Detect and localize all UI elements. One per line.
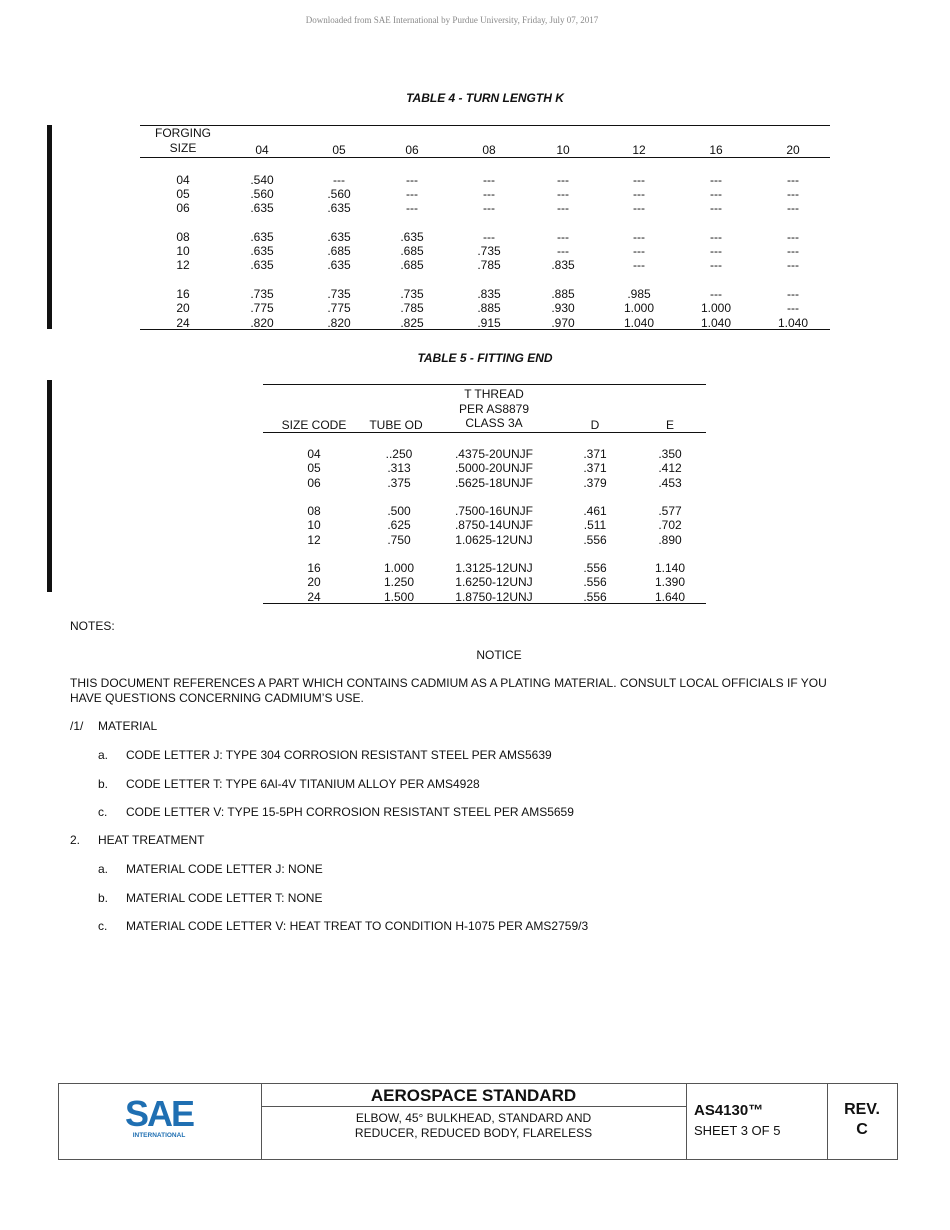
note-sub-letter: c. [98, 919, 108, 933]
table5-cell-od: 1.000 [383, 561, 415, 575]
table4-cell: 1.040 [700, 316, 732, 330]
table4-cell: --- [633, 230, 645, 244]
table4-cell: --- [406, 173, 418, 187]
table4-row-size: 20 [176, 301, 190, 315]
table4-cell: 1.000 [623, 301, 655, 315]
notice-title: NOTICE [476, 648, 522, 662]
note-sub-text: CODE LETTER V: TYPE 15-5PH CORROSION RESISTANT STEEL PER AMS5659 [126, 805, 574, 819]
table5-top-rule [263, 384, 706, 385]
table5-header-thread-3: CLASS 3A [465, 416, 523, 430]
table5-cell-thread: 1.8750-12UNJ [455, 590, 533, 604]
sae-logo [119, 1093, 199, 1142]
table5-cell-d: .379 [583, 476, 607, 490]
table5-cell-od: .375 [387, 476, 411, 490]
table5-cell-d: .511 [583, 518, 607, 532]
table5-cell-e: .577 [658, 504, 682, 518]
table4-cell: .785 [400, 301, 424, 315]
table4-cell: .635 [250, 230, 274, 244]
table4-column-header: 04 [255, 143, 269, 157]
table4-row-size: 10 [176, 244, 190, 258]
table4-cell: --- [483, 187, 495, 201]
table4-cell: .635 [250, 244, 274, 258]
table4-cell: --- [787, 287, 799, 301]
table5-cell-thread: 1.3125-12UNJ [455, 561, 533, 575]
note-sub-text: MATERIAL CODE LETTER T: NONE [126, 890, 323, 905]
table4-cell: .820 [250, 316, 274, 330]
table5-cell-thread: .5000-20UNJF [454, 461, 534, 475]
table4-cell: .635 [400, 230, 424, 244]
table4-row-size: 06 [176, 201, 190, 215]
table4-cell: --- [710, 230, 722, 244]
note-sub-letter: b. [98, 776, 109, 791]
table4-cell: .785 [477, 258, 501, 272]
table5-cell-thread: .4375-20UNJF [454, 447, 534, 461]
table4-column-header: 10 [556, 143, 570, 157]
table5-cell-thread: 1.6250-12UNJ [455, 575, 533, 589]
table4-column-header: 06 [405, 143, 419, 157]
table4-row-size: 24 [176, 316, 190, 330]
table4-cell: --- [633, 187, 645, 201]
table5-cell-thread: .8750-14UNJF [454, 518, 534, 532]
table5-cell-e: 1.390 [654, 575, 686, 589]
table5-cell-od: .625 [387, 518, 411, 532]
note-sub-text: CODE LETTER J: TYPE 304 CORROSION RESISTANT STEEL PER AMS5639 [126, 748, 552, 762]
table5-cell-d: .371 [583, 461, 607, 475]
table5-cell-d: .556 [583, 561, 607, 575]
table4-cell: 1.040 [623, 316, 655, 330]
table4-header-forging: FORGING [155, 126, 211, 140]
table5-header-rule [263, 432, 706, 433]
table4-cell: .985 [627, 287, 651, 301]
table5-cell-e: .412 [658, 461, 682, 475]
table5-cell-e: 1.640 [654, 590, 686, 604]
note-number: /1/ [70, 719, 84, 733]
table4-cell: .885 [551, 287, 575, 301]
table4-row-size: 16 [176, 287, 190, 301]
table4-cell: --- [787, 201, 799, 215]
table4-cell: .735 [400, 287, 424, 301]
table5-cell-od: 1.250 [383, 575, 415, 589]
note-sub-text: MATERIAL CODE LETTER V: HEAT TREAT TO CONDITION H-1075 PER AMS2759/3 [126, 919, 589, 933]
table4-cell: .735 [250, 287, 274, 301]
table4-cell: --- [333, 173, 345, 187]
note-sub-letter: a. [98, 748, 109, 762]
table4-cell: --- [483, 173, 495, 187]
note-heading: MATERIAL [98, 719, 158, 733]
table4-row-size: 08 [176, 230, 190, 244]
table4-cell: .635 [327, 258, 351, 272]
table4-cell: --- [710, 173, 722, 187]
table4-cell: --- [633, 244, 645, 258]
table4-cell: --- [406, 201, 418, 215]
table5-cell-d: .556 [583, 533, 607, 547]
table4-cell: .685 [400, 258, 424, 272]
table5-header-size-code: SIZE CODE [281, 418, 347, 432]
table5-cell-d: .556 [583, 575, 607, 589]
note-sub-letter: b. [98, 890, 109, 905]
notice-text-line2: HAVE QUESTIONS CONCERNING CADMIUM’S USE. [70, 691, 364, 705]
table4-row-size: 05 [176, 187, 190, 201]
table5-cell-size: 06 [307, 476, 321, 490]
table5-cell-size: 12 [307, 533, 321, 547]
table4-cell: .560 [250, 187, 274, 201]
table5-cell-thread: .5625-18UNJF [454, 476, 534, 490]
table5-header-e: E [665, 418, 674, 432]
table4-cell: .735 [477, 244, 501, 258]
title-block-divider [686, 1084, 687, 1159]
notes-label: NOTES: [70, 619, 115, 633]
table5-cell-e: .890 [658, 533, 682, 547]
table5-cell-e: 1.140 [654, 561, 686, 575]
table4-cell: .885 [477, 301, 501, 315]
sae-logo-mark: SAE [124, 1093, 194, 1134]
table4-cell: --- [483, 230, 495, 244]
table4-cell: --- [787, 187, 799, 201]
table5-header-d: D [590, 418, 600, 432]
table5-cell-size: 10 [307, 518, 321, 532]
table5-cell-od: ..250 [385, 447, 413, 461]
table4-column-header: 12 [632, 143, 646, 157]
table5-cell-od: 1.500 [383, 590, 415, 604]
title-block-rule [261, 1106, 686, 1107]
table5-cell-d: .371 [583, 447, 607, 461]
revision-label: REV. [844, 1101, 880, 1118]
table4-cell: --- [406, 187, 418, 201]
table4-cell: .930 [551, 301, 575, 315]
table4-cell: .685 [400, 244, 424, 258]
document-number: AS4130™ [694, 1102, 764, 1119]
table5-title: TABLE 5 - FITTING END [417, 351, 553, 365]
revision-bar [47, 125, 52, 329]
table4-header-size: SIZE [169, 141, 197, 155]
table4-cell: --- [483, 201, 495, 215]
table4-title: TABLE 4 - TURN LENGTH K [406, 91, 564, 105]
table4-cell: --- [787, 173, 799, 187]
table4-cell: .775 [250, 301, 274, 315]
table5-cell-d: .461 [583, 504, 607, 518]
table5-header-thread-1: T THREAD [464, 387, 524, 401]
table4-row-size: 12 [176, 258, 190, 272]
table4-cell: --- [633, 201, 645, 215]
table4-cell: --- [710, 287, 722, 301]
table5-cell-size: 16 [307, 561, 321, 575]
table4-cell: --- [557, 187, 569, 201]
note-sub-letter: a. [98, 862, 109, 876]
table4-cell: .820 [327, 316, 351, 330]
table5-bottom-rule [263, 603, 706, 604]
table4-cell: .775 [327, 301, 351, 315]
note-sub-letter: c. [98, 805, 108, 819]
table5-cell-e: .453 [658, 476, 682, 490]
table4-cell: .735 [327, 287, 351, 301]
table5-cell-thread: .7500-16UNJF [454, 504, 534, 518]
table4-cell: --- [787, 230, 799, 244]
table4-cell: 1.040 [777, 316, 809, 330]
part-description-line2: REDUCER, REDUCED BODY, FLARELESS [354, 1126, 593, 1140]
table5-cell-size: 05 [307, 461, 321, 475]
table4-cell: .915 [477, 316, 501, 330]
notice-text-line1: THIS DOCUMENT REFERENCES A PART WHICH CONTAINS CADMIUM AS A PLATING MATERIAL. CONSULT LOCAL OFFICIALS IF YOU [70, 676, 827, 690]
table4-cell: .635 [327, 230, 351, 244]
table4-column-header: 05 [332, 143, 346, 157]
table4-cell: --- [710, 244, 722, 258]
table5-header-thread-2: PER AS8879 [458, 402, 530, 416]
table4-cell: .635 [250, 258, 274, 272]
note-heading: HEAT TREATMENT [98, 833, 205, 847]
table4-cell: .835 [477, 287, 501, 301]
revision-value: C [856, 1121, 868, 1138]
table4-cell: --- [710, 201, 722, 215]
table4-header-rule [140, 157, 830, 158]
table5-cell-e: .702 [658, 518, 682, 532]
table4-cell: --- [633, 173, 645, 187]
table4-column-header: 20 [786, 143, 800, 157]
table4-cell: .560 [327, 187, 351, 201]
table4-cell: 1.000 [700, 301, 732, 315]
table5-cell-thread: 1.0625-12UNJ [455, 533, 533, 547]
standard-heading: AEROSPACE STANDARD [370, 1086, 577, 1105]
table4-column-header: 16 [709, 143, 723, 157]
table5-cell-e: .350 [658, 447, 682, 461]
table5-cell-d: .556 [583, 590, 607, 604]
table4-cell: --- [787, 301, 799, 315]
table5-header-tube-od: TUBE OD [369, 418, 423, 432]
table4-cell: .540 [250, 173, 274, 187]
table4-cell: --- [633, 258, 645, 272]
table4-cell: .635 [250, 201, 274, 215]
part-description-line1: ELBOW, 45° BULKHEAD, STANDARD AND [355, 1111, 592, 1125]
sae-logo-subtext: INTERNATIONAL [132, 1132, 186, 1139]
table4-cell: .685 [327, 244, 351, 258]
table5-cell-size: 20 [307, 575, 321, 589]
table4-cell: --- [710, 258, 722, 272]
table5-cell-size: 08 [307, 504, 321, 518]
table5-cell-size: 04 [307, 447, 321, 461]
table4-bottom-rule [140, 329, 830, 330]
table4-top-rule [140, 125, 830, 126]
table4-cell: --- [557, 173, 569, 187]
download-notice: Downloaded from SAE International by Purdue University, Friday, July 07, 2017 [305, 15, 599, 25]
revision-bar [47, 380, 52, 592]
note-sub-text: CODE LETTER T: TYPE 6Al-4V TITANIUM ALLOY PER AMS4928 [126, 776, 480, 791]
table4-cell: --- [787, 244, 799, 258]
title-block [58, 1083, 898, 1160]
table4-cell: .825 [400, 316, 424, 330]
table5-cell-od: .750 [387, 533, 411, 547]
table5-cell-size: 24 [307, 590, 321, 604]
table4-cell: --- [557, 230, 569, 244]
table4-cell: .970 [551, 316, 575, 330]
note-number: 2. [70, 833, 81, 847]
table4-cell: --- [557, 201, 569, 215]
sheet-number: SHEET 3 OF 5 [694, 1123, 781, 1138]
table4-cell: --- [557, 244, 569, 258]
table4-cell: --- [787, 258, 799, 272]
table4-cell: .835 [551, 258, 575, 272]
table4-cell: --- [710, 187, 722, 201]
table5-cell-od: .500 [387, 504, 411, 518]
table4-row-size: 04 [176, 173, 190, 187]
table5-cell-od: .313 [387, 461, 411, 475]
note-sub-text: MATERIAL CODE LETTER J: NONE [126, 862, 323, 876]
table4-column-header: 08 [482, 143, 496, 157]
table4-cell: .635 [327, 201, 351, 215]
